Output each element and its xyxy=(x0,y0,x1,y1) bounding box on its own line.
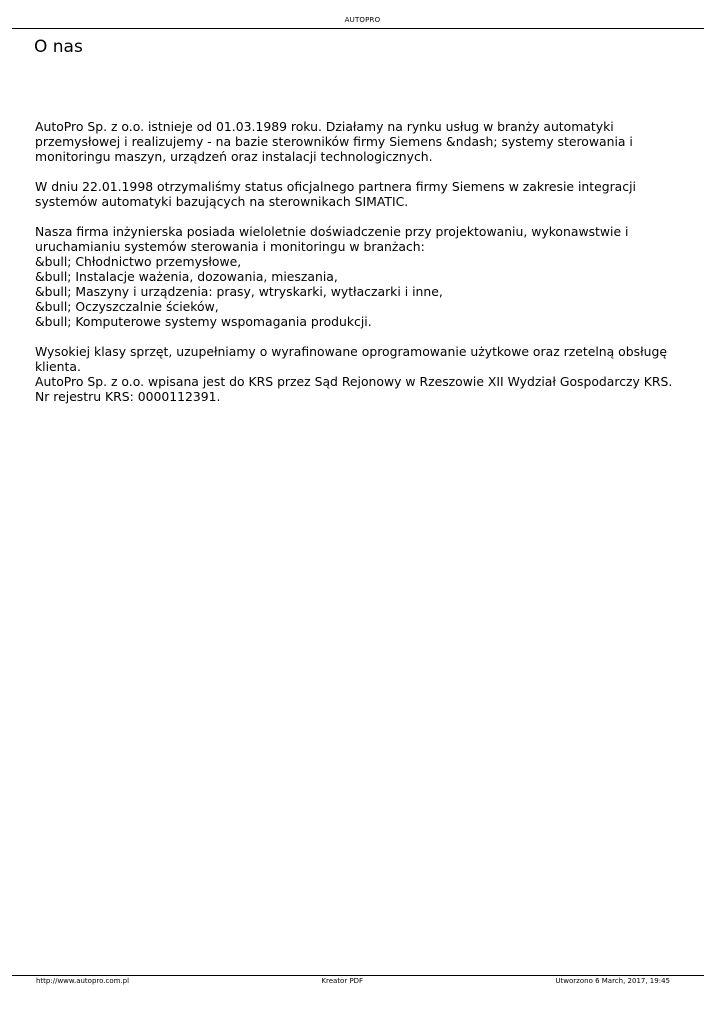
footer-divider xyxy=(12,975,704,976)
footer-url: http://www.autopro.com.pl xyxy=(36,977,130,985)
header-divider xyxy=(12,28,704,29)
page-header: AUTOPRO xyxy=(344,16,381,24)
paragraph-services-registry: Wysokiej klasy sprzęt, uzupełniamy o wyrafinowane oprogramowanie użytkowe oraz rzetelną obsługę klienta. AutoPro Sp. z o.o. wpisana jest do KRS przez Sąd Rejonowy w Rzeszowie XII Wydział Gospodarczy KRS. Nr rejestru KRS: 0000112391. xyxy=(35,344,673,404)
page-footer xyxy=(36,977,670,986)
article-body xyxy=(35,119,695,419)
paragraph-experience-list: Nasza firma inżynierska posiada wieloletnie doświadczenie przy projektowaniu, wykonawstwie i uruchamianiu systemów sterowania i monitoringu w branżach: &bull; Chłodnictwo przemysłowe, &bull; Instalacje ważenia, dozowania, mieszania, &bull; Maszyny i urządzenia: prasy, wtryskarki, wytłaczarki i inne, &bull; Oczyszczalnie ścieków, &bull; Komputerowe systemy wspomagania produkcji. xyxy=(35,224,629,329)
footer-created-date: Utworzono 6 March, 2017, 19:45 xyxy=(555,977,670,985)
paragraph-company-intro: AutoPro Sp. z o.o. istnieje od 01.03.1989 roku. Działamy na rynku usług w branży automatyki przemysłowej i realizujemy - na bazie sterowników firmy Siemens &ndash; systemy sterowania i monitoringu maszyn, urządzeń oraz instalacji technologicznych. xyxy=(35,119,633,164)
paragraph-siemens-partner: W dniu 22.01.1998 otrzymaliśmy status oficjalnego partnera firmy Siemens w zakresie integracji systemów automatyki bazujących na sterownikach SIMATIC. xyxy=(35,179,636,209)
page-title: O nas xyxy=(34,37,83,57)
footer-generator: Kreator PDF xyxy=(321,977,364,985)
